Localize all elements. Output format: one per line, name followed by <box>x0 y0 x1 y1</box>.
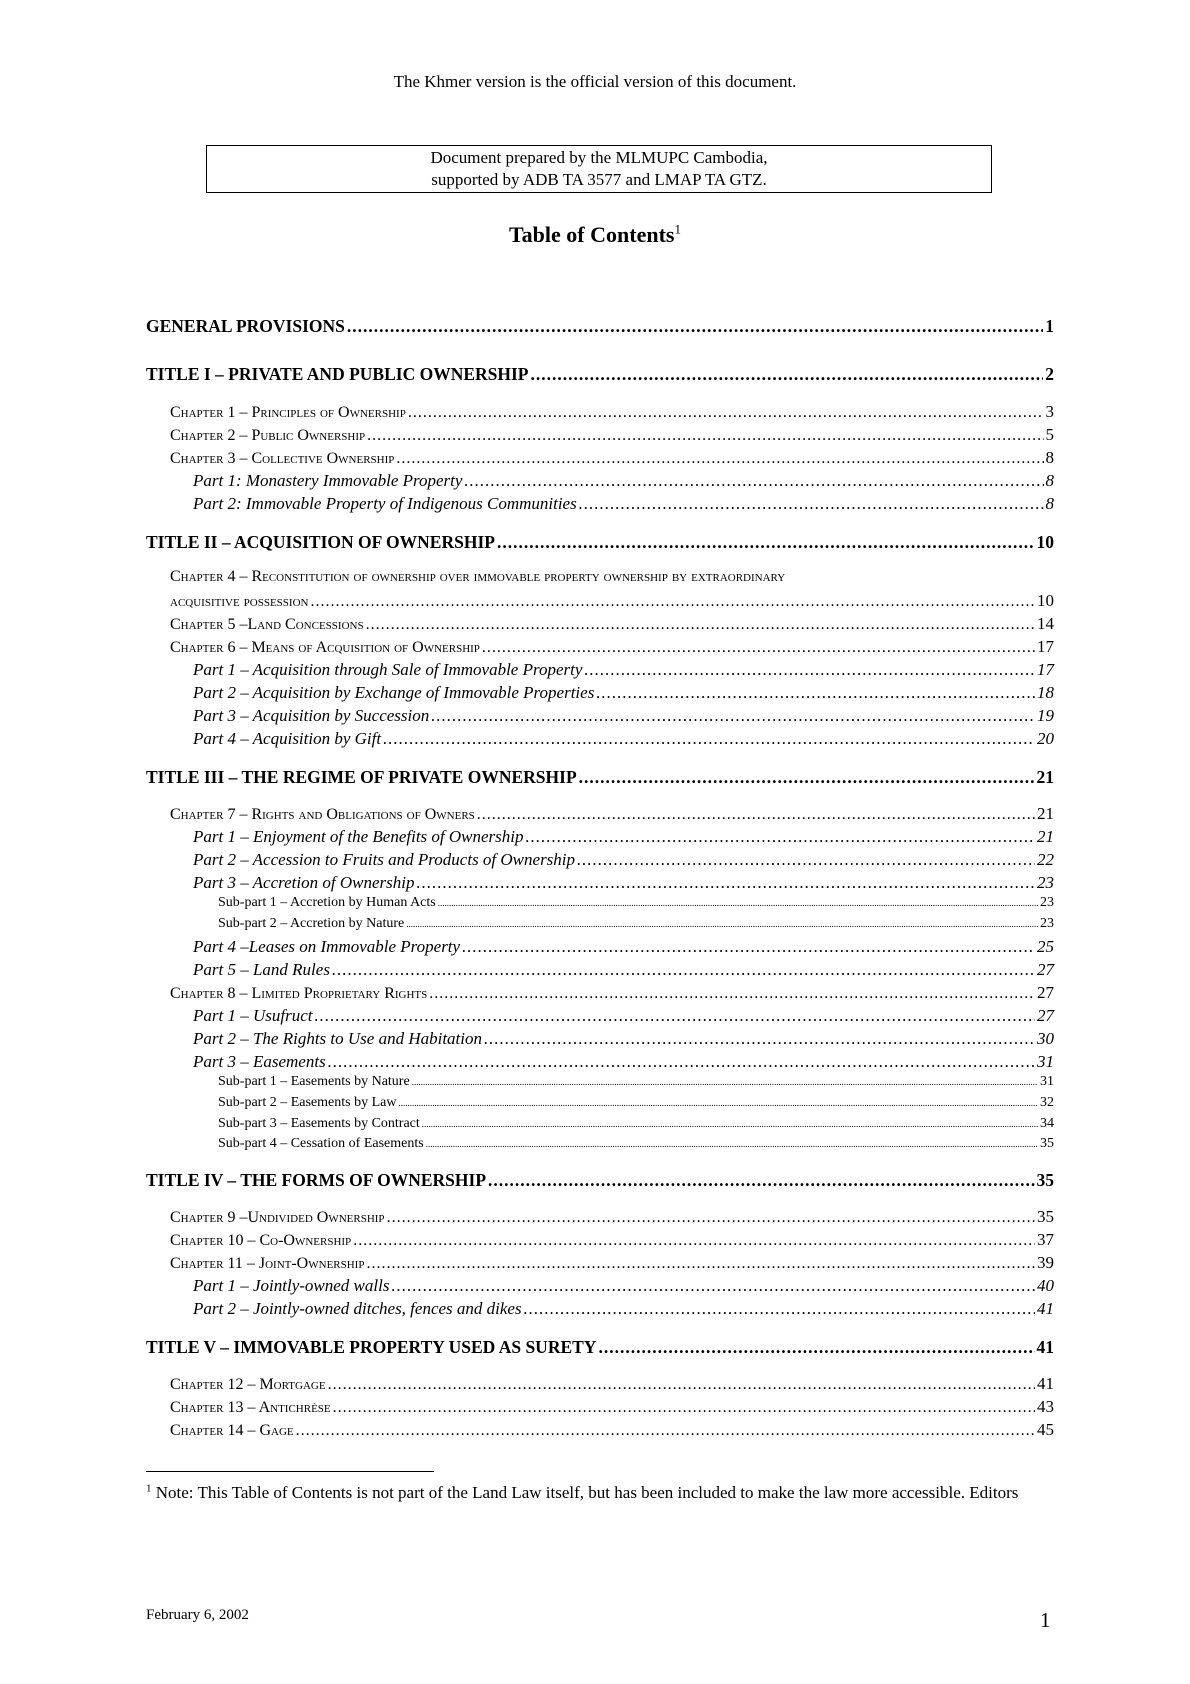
dot-leader <box>328 1052 1035 1072</box>
toc-entry-page-number: 8 <box>1045 494 1054 513</box>
dot-leader <box>333 1399 1035 1417</box>
toc-entry-title[interactable] <box>146 364 1054 385</box>
dot-leader <box>383 729 1035 749</box>
toc-entry-label: Sub-part 2 – Easements by Law <box>218 1095 397 1110</box>
toc-entry-page-number: 25 <box>1037 937 1054 956</box>
toc-entry-label: acquisitive possession <box>170 593 309 610</box>
toc-entry-label: TITLE IV – THE FORMS OF OWNERSHIP <box>146 1170 487 1190</box>
dot-leader <box>296 1422 1035 1440</box>
toc-entry-chapter[interactable] <box>170 402 1054 422</box>
toc-entry-part[interactable] <box>193 937 1054 957</box>
toc-entry-label: Chapter 6 – Means of Acquisition of Ownership <box>170 639 480 656</box>
toc-entry-label: Part 2 – Acquisition by Exchange of Immovable Properties <box>193 683 595 702</box>
toc-entry-page-number: 23 <box>1040 916 1054 931</box>
toc-entry-title[interactable] <box>146 532 1054 553</box>
toc-entry-label: Part 1 – Usufruct <box>193 1006 313 1025</box>
toc-entry-label: Chapter 13 – Antichrèse <box>170 1399 331 1416</box>
dot-leader <box>408 404 1044 422</box>
toc-entry-label: Chapter 10 – Co-Ownership <box>170 1232 352 1249</box>
toc-entry-chapter[interactable] <box>170 1397 1054 1417</box>
dot-leader <box>484 1029 1035 1049</box>
toc-title-footnote-marker[interactable]: 1 <box>674 221 681 237</box>
dot-leader <box>353 1232 1035 1250</box>
dot-leader <box>416 873 1035 893</box>
toc-entry-sub[interactable] <box>218 895 1054 911</box>
toc-entry-label: Sub-part 3 – Easements by Contract <box>218 1116 420 1131</box>
toc-entry-label: Chapter 8 – Limited Proprietary Rights <box>170 985 428 1002</box>
dot-leader <box>524 1299 1035 1319</box>
dot-leader <box>596 683 1035 703</box>
toc-entry-page-number: 17 <box>1037 637 1054 656</box>
toc-entry-label: Chapter 2 – Public Ownership <box>170 427 366 444</box>
dot-leader <box>577 850 1035 870</box>
dot-leader <box>477 806 1035 824</box>
toc-entry-page-number: 8 <box>1045 471 1054 490</box>
toc-entry-page-number: 21 <box>1036 767 1054 787</box>
toc-entry-sub[interactable] <box>218 1074 1054 1090</box>
dot-leader <box>347 316 1043 337</box>
toc-entry-label: Sub-part 2 – Accretion by Nature <box>218 916 405 931</box>
toc-entry-chapter[interactable] <box>170 614 1054 634</box>
preparation-notice-line-1: Document prepared by the MLMUPC Cambodia, <box>430 148 768 167</box>
toc-entry-part[interactable] <box>193 1029 1054 1049</box>
toc-entry-page-number: 27 <box>1037 983 1054 1002</box>
toc-entry-part[interactable] <box>193 471 1054 491</box>
toc-entry-label: Sub-part 1 – Easements by Nature <box>218 1074 410 1089</box>
footnote <box>146 1480 1046 1506</box>
toc-entry-page-number: 3 <box>1045 402 1054 421</box>
dot-leader <box>310 593 1035 611</box>
toc-entry-title[interactable] <box>146 1337 1054 1358</box>
toc-entry-page-number: 5 <box>1045 425 1054 444</box>
toc-entry-label: Chapter 11 – Joint-Ownership <box>170 1255 365 1272</box>
toc-entry-label: Part 1 – Jointly-owned walls <box>193 1276 390 1295</box>
toc-entry-label: Chapter 12 – Mortgage <box>170 1376 326 1393</box>
toc-entry-label: Chapter 14 – Gage <box>170 1422 294 1439</box>
toc-entry-page-number: 31 <box>1040 1074 1054 1089</box>
dot-leader <box>462 937 1035 957</box>
toc-entry-page-number: 2 <box>1045 364 1054 384</box>
dot-leader <box>391 1276 1035 1296</box>
dot-leader <box>412 1077 1038 1087</box>
toc-entry-page-number: 10 <box>1037 591 1054 610</box>
dot-leader <box>579 767 1035 788</box>
toc-entry-page-number: 45 <box>1037 1420 1054 1439</box>
toc-entry-part[interactable] <box>193 1276 1054 1296</box>
dot-leader <box>314 1006 1035 1026</box>
toc-entry-chapter[interactable] <box>170 1253 1054 1273</box>
toc-entry-sub[interactable] <box>218 1116 1054 1132</box>
dot-leader <box>482 639 1035 657</box>
toc-entry-label: TITLE III – THE REGIME OF PRIVATE OWNERSHIP <box>146 767 577 787</box>
dot-leader <box>396 450 1043 468</box>
toc-entry-page-number: 35 <box>1036 1170 1054 1190</box>
toc-entry-label: GENERAL PROVISIONS <box>146 316 345 336</box>
toc-entry-page-number: 43 <box>1037 1397 1054 1416</box>
dot-leader <box>531 364 1044 385</box>
toc-entry-part[interactable] <box>193 960 1054 980</box>
toc-entry-sub[interactable] <box>218 1136 1054 1152</box>
toc-entry-page-number: 34 <box>1040 1116 1054 1131</box>
toc-entry-page-number: 8 <box>1045 448 1054 467</box>
toc-entry-part[interactable] <box>193 706 1054 726</box>
toc-entry-page-number: 19 <box>1037 706 1054 725</box>
toc-entry-label: Part 4 –Leases on Immovable Property <box>193 937 461 956</box>
dot-leader <box>328 1376 1035 1394</box>
toc-entry-part[interactable] <box>193 683 1054 703</box>
toc-entry-page-number: 39 <box>1037 1253 1054 1272</box>
toc-entry-part[interactable] <box>193 494 1054 514</box>
dot-leader <box>366 1255 1035 1273</box>
toc-entry-page-number: 30 <box>1037 1029 1054 1048</box>
toc-entry-page-number: 41 <box>1037 1374 1054 1393</box>
toc-entry-chapter[interactable] <box>170 637 1054 657</box>
toc-entry-label: TITLE V – IMMOVABLE PROPERTY USED AS SURETY <box>146 1337 597 1357</box>
toc-entry-label: Part 2: Immovable Property of Indigenous Communities <box>193 494 577 513</box>
toc-entry-label: Part 1: Monastery Immovable Property <box>193 471 463 490</box>
toc-entry-page-number: 23 <box>1037 873 1054 892</box>
toc-entry-page-number: 41 <box>1036 1337 1054 1357</box>
toc-entry-label: Part 4 – Acquisition by Gift <box>193 729 382 748</box>
toc-entry-label: Sub-part 4 – Cessation of Easements <box>218 1136 424 1151</box>
dot-leader <box>497 532 1035 553</box>
toc-entry-page-number: 22 <box>1037 850 1054 869</box>
toc-title-text: Table of Contents <box>509 222 675 247</box>
toc-entry-label: Part 1 – Acquisition through Sale of Immovable Property <box>193 660 583 679</box>
toc-entry-chapter-first-line[interactable]: Chapter 4 – Reconstitution of ownership over immovable property ownership by extraordinary <box>170 568 786 585</box>
toc-entry-label: Part 2 – Accession to Fruits and Products of Ownership <box>193 850 576 869</box>
toc-entry-part[interactable] <box>193 1299 1054 1319</box>
dot-leader <box>429 985 1035 1003</box>
dot-leader <box>598 1337 1034 1358</box>
toc-entry-part[interactable] <box>193 850 1054 870</box>
dot-leader <box>526 827 1035 847</box>
toc-entry-page-number: 21 <box>1037 827 1054 846</box>
toc-entry-label: Part 5 – Land Rules <box>193 960 330 979</box>
dot-leader <box>422 1119 1038 1129</box>
toc-entry-page-number: 31 <box>1037 1052 1054 1071</box>
toc-entry-label: Part 1 – Enjoyment of the Benefits of Ownership <box>193 827 524 846</box>
toc-entry-page-number: 23 <box>1040 895 1054 910</box>
toc-entry-chapter[interactable] <box>170 1420 1054 1440</box>
dot-leader <box>387 1209 1035 1227</box>
toc-entry-title[interactable] <box>146 767 1054 788</box>
toc-entry-sub[interactable] <box>218 1095 1054 1111</box>
dot-leader <box>438 898 1038 908</box>
dot-leader <box>406 919 1038 929</box>
footnote-separator <box>146 1471 434 1472</box>
toc-entry-label: Part 3 – Acquisition by Succession <box>193 706 430 725</box>
toc-entry-chapter[interactable] <box>170 1207 1054 1227</box>
toc-entry-page-number: 40 <box>1037 1276 1054 1295</box>
toc-entry-label: TITLE I – PRIVATE AND PUBLIC OWNERSHIP <box>146 364 529 384</box>
toc-entry-part[interactable] <box>193 873 1054 893</box>
dot-leader <box>398 1098 1038 1108</box>
toc-entry-chapter[interactable] <box>170 1230 1054 1250</box>
toc-entry-page-number: 1 <box>1045 316 1054 336</box>
toc-entry-chapter[interactable] <box>170 425 1054 445</box>
footer-date: February 6, 2002 <box>146 1607 249 1623</box>
toc-entry-page-number: 27 <box>1037 960 1054 979</box>
toc-entry-page-number: 10 <box>1036 532 1054 552</box>
official-version-note: The Khmer version is the official version of this document. <box>393 72 797 91</box>
toc-entry-part[interactable] <box>193 1052 1054 1072</box>
toc-entry-label: TITLE II – ACQUISITION OF OWNERSHIP <box>146 532 495 552</box>
dot-leader <box>464 471 1043 491</box>
toc-entry-label: Part 2 – The Rights to Use and Habitation <box>193 1029 482 1048</box>
toc-entry-page-number: 17 <box>1037 660 1054 679</box>
toc-entry-page-number: 35 <box>1037 1207 1054 1226</box>
toc-entry-label: Sub-part 1 – Accretion by Human Acts <box>218 895 436 910</box>
toc-entry-chapter[interactable] <box>170 983 1054 1003</box>
toc-entry-label: Chapter 3 – Collective Ownership <box>170 450 395 467</box>
toc-entry-chapter[interactable] <box>170 804 1054 824</box>
dot-leader <box>584 660 1035 680</box>
toc-entry-label: Part 3 – Easements <box>193 1052 326 1071</box>
preparation-notice-line-2: supported by ADB TA 3577 and LMAP TA GTZ. <box>431 170 767 189</box>
toc-entry-part[interactable] <box>193 1006 1054 1026</box>
toc-entry-page-number: 35 <box>1040 1136 1054 1151</box>
toc-entry-label: Chapter 7 – Rights and Obligations of Owners <box>170 806 475 823</box>
toc-entry-page-number: 41 <box>1037 1299 1054 1318</box>
toc-entry-page-number: 27 <box>1037 1006 1054 1025</box>
toc-entry-chapter[interactable] <box>170 591 1054 611</box>
toc-entry-page-number: 18 <box>1037 683 1054 702</box>
toc-entry-sub[interactable] <box>218 916 1054 932</box>
dot-leader <box>579 494 1044 514</box>
dot-leader <box>431 706 1035 726</box>
toc-entry-page-number: 37 <box>1037 1230 1054 1249</box>
toc-entry-label: Chapter 9 –Undivided Ownership <box>170 1209 385 1226</box>
dot-leader <box>426 1139 1038 1149</box>
toc-entry-label: Part 3 – Accretion of Ownership <box>193 873 415 892</box>
toc-entry-chapter[interactable] <box>170 1374 1054 1394</box>
dot-leader <box>367 427 1043 445</box>
toc-entry-chapter[interactable] <box>170 448 1054 468</box>
toc-entry-page-number: 21 <box>1037 804 1054 823</box>
dot-leader <box>488 1170 1034 1191</box>
toc-entry-label: Chapter 1 – Principles of Ownership <box>170 404 406 421</box>
toc-entry-title[interactable] <box>146 316 1054 337</box>
dot-leader <box>332 960 1035 980</box>
toc-entry-label: Chapter 5 –Land Concessions <box>170 616 364 633</box>
toc-entry-part[interactable] <box>193 660 1054 680</box>
toc-entry-title[interactable] <box>146 1170 1054 1191</box>
footnote-marker: 1 <box>146 1482 152 1495</box>
toc-entry-page-number: 14 <box>1037 614 1054 633</box>
dot-leader <box>366 616 1035 634</box>
page-number: 1 <box>1040 1608 1051 1632</box>
toc-entry-label: Part 2 – Jointly-owned ditches, fences and dikes <box>193 1299 522 1318</box>
toc-entry-page-number: 32 <box>1040 1095 1054 1110</box>
toc-entry-part[interactable] <box>193 729 1054 749</box>
toc-entry-page-number: 20 <box>1037 729 1054 748</box>
toc-entry-part[interactable] <box>193 827 1054 847</box>
footnote-text: Note: This Table of Contents is not part of the Land Law itself, but has been included to make the law more accessible. Editors <box>151 1483 1019 1502</box>
